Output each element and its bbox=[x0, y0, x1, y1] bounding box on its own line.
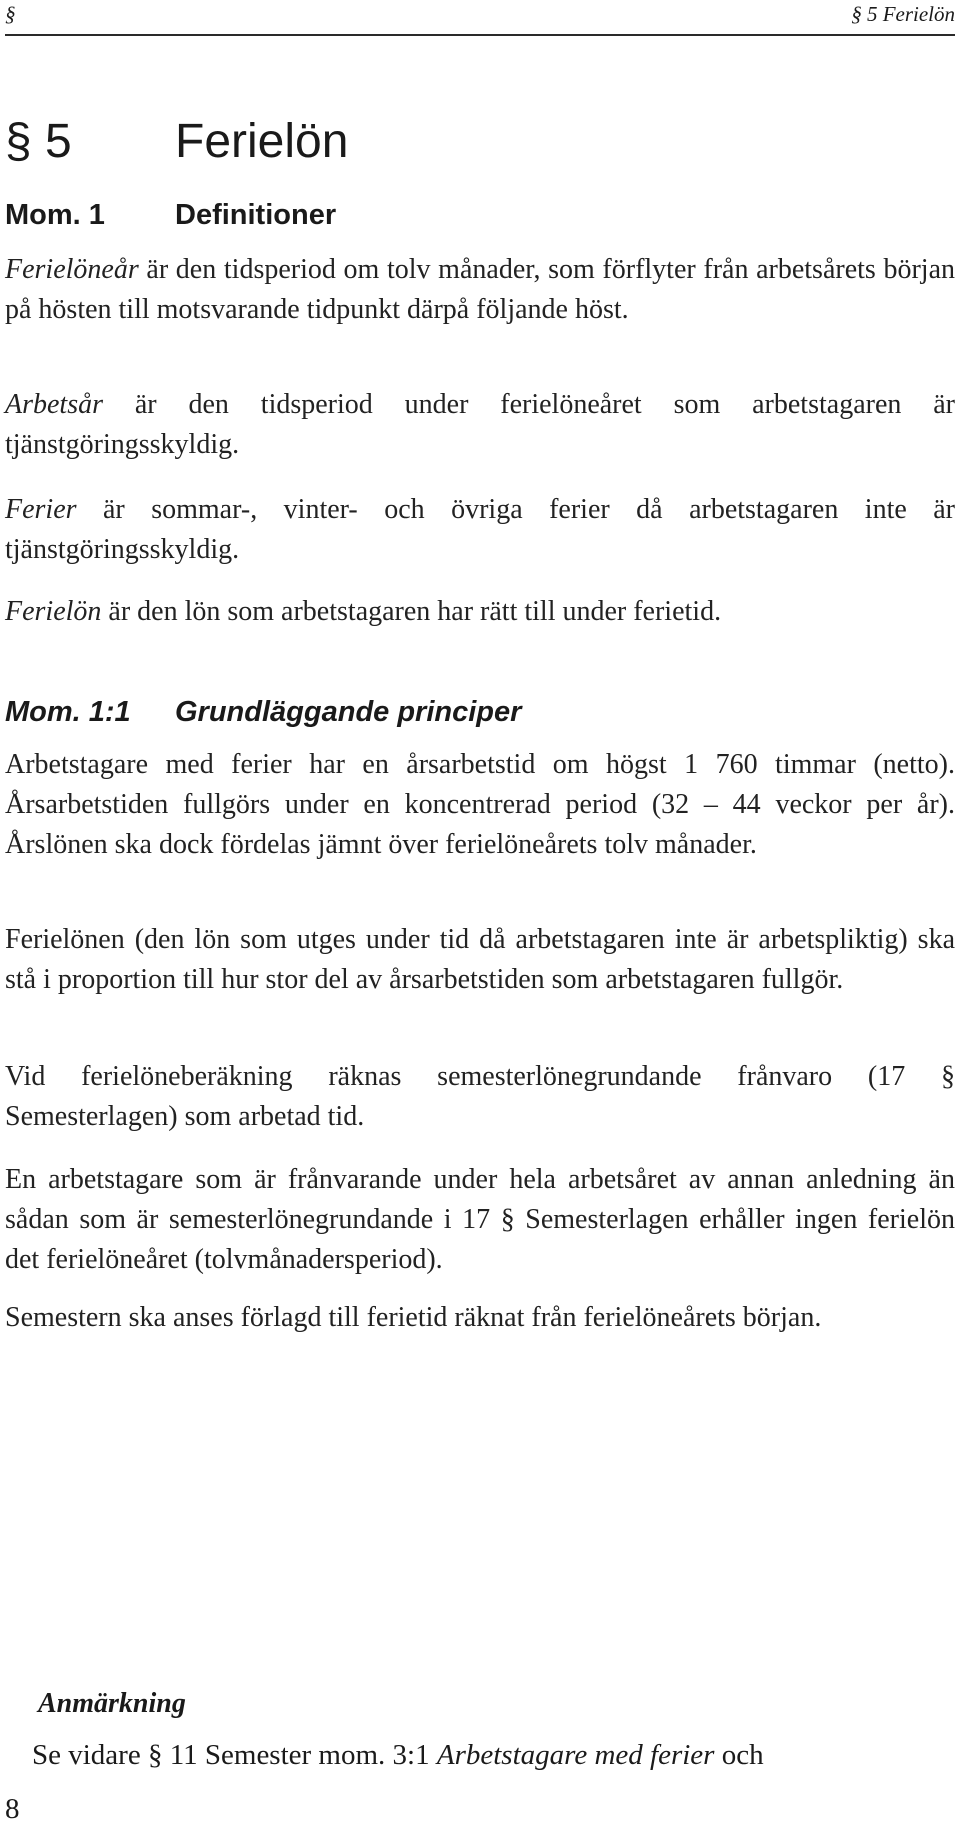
definition-term: Ferielöneår bbox=[5, 254, 139, 285]
running-header bbox=[5, 0, 955, 36]
header-section-mark: § bbox=[5, 2, 16, 26]
body-paragraph: En arbetstagare som är frånvarande under hela arbetsåret av annan anledning än sådan som är semesterlönegrundande i 17 § Semesterlagen erhåller ingen ferielön det ferielöneåret (tolvmånadersperiod). bbox=[5, 1164, 955, 1275]
definition-paragraph bbox=[5, 592, 955, 632]
section-heading-definitioner bbox=[5, 201, 336, 230]
chapter-title bbox=[5, 115, 349, 168]
definition-paragraph bbox=[5, 250, 955, 330]
note-text-start: Se vidare § 11 Semester mom. 3:1 bbox=[32, 1739, 437, 1771]
section-title: Definitioner bbox=[175, 199, 337, 231]
note-text bbox=[32, 1735, 932, 1775]
note-text-italic: Arbetstagare med ferier bbox=[436, 1739, 715, 1771]
page-number: 8 bbox=[5, 1793, 20, 1825]
definition-term: Ferier bbox=[5, 494, 77, 525]
note-text-end: och bbox=[714, 1739, 764, 1771]
section-number: Mom. 1 bbox=[5, 199, 105, 231]
definition-term: Ferielön bbox=[5, 596, 102, 627]
definition-paragraph bbox=[5, 490, 955, 570]
definition-text: är den lön som arbetstagaren har rätt till under ferietid. bbox=[101, 596, 722, 627]
note-title: Anmärkning bbox=[38, 1688, 186, 1719]
section-number: Mom. 1:1 bbox=[5, 696, 131, 728]
body-paragraph: Ferielönen (den lön som utges under tid då arbetstagaren inte är arbetspliktig) ska stå i proportion till hur stor del av årsarbetstiden som arbetstagaren fullgör. bbox=[5, 924, 955, 995]
header-chapter-title: § 5 Ferielön bbox=[851, 2, 955, 26]
definition-text: är den tidsperiod under ferielöneåret som arbetstagaren är tjänstgöringsskyldig. bbox=[5, 389, 955, 460]
section-title: Grundläggande principer bbox=[175, 696, 522, 728]
definition-term: Arbetsår bbox=[5, 389, 103, 420]
chapter-name: Ferielön bbox=[175, 115, 349, 168]
body-paragraph: Arbetstagare med ferier har en årsarbetstid om högst 1 760 timmar (netto). Årsarbetstiden fullgörs under en koncentrerad period (32 – 44 veckor per år). Årslönen ska dock fördelas jämnt över ferielöneårets tolv månader. bbox=[5, 749, 955, 860]
definition-text: är den tidsperiod om tolv månader, som förflyter från arbetsårets början på hösten till motsvarande tidpunkt därpå följande höst. bbox=[5, 254, 955, 325]
chapter-number: § 5 bbox=[5, 115, 72, 168]
definition-paragraph bbox=[5, 385, 955, 465]
body-paragraph: Vid ferielöneberäkning räknas semesterlönegrundande frånvaro (17 § Semesterlagen) som arbetad tid. bbox=[5, 1061, 955, 1132]
definition-text: är sommar-, vinter- och övriga ferier då arbetstagaren inte är tjänstgöringsskyldig. bbox=[5, 494, 955, 565]
section-heading-grundlaggande-principer bbox=[5, 698, 521, 727]
body-paragraph: Semestern ska anses förlagd till ferietid räknat från ferielöneårets början. bbox=[5, 1302, 822, 1333]
